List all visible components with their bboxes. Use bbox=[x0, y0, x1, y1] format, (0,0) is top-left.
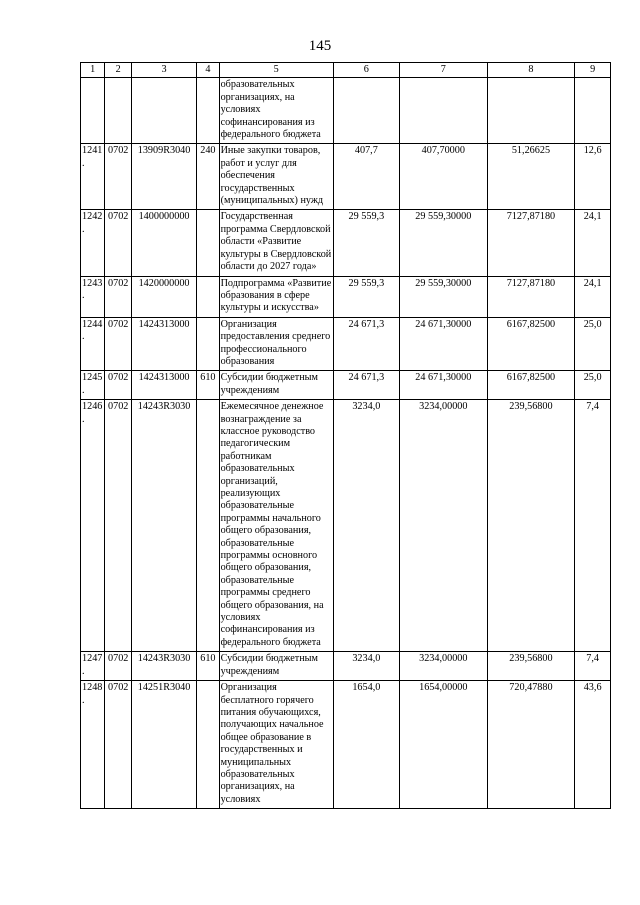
target-code-cell: 14251R3040 bbox=[131, 681, 196, 809]
header-cell: 9 bbox=[575, 63, 611, 78]
budget-table bbox=[80, 62, 611, 809]
section-code-cell: 0702 bbox=[105, 144, 131, 210]
header-cell: 5 bbox=[219, 63, 333, 78]
expense-type-cell bbox=[197, 210, 219, 276]
item-name-cell: Подпрограмма «Развитие образования в сфере культуры и искусства» bbox=[219, 276, 333, 317]
amount-approved-cell: 29 559,30000 bbox=[399, 210, 487, 276]
amount-executed-cell bbox=[487, 78, 575, 144]
amount-approved-cell: 3234,00000 bbox=[399, 400, 487, 652]
table-row bbox=[81, 681, 611, 809]
section-code-cell: 0702 bbox=[105, 317, 131, 371]
expense-type-cell bbox=[197, 78, 219, 144]
item-name-cell: Государственная программа Свердловской области «Развитие культуры в Свердловской области до 2027 года» bbox=[219, 210, 333, 276]
target-code-cell: 14243R3030 bbox=[131, 400, 196, 652]
section-code-cell: 0702 bbox=[105, 371, 131, 400]
amount-approved-cell: 3234,00000 bbox=[399, 652, 487, 681]
table-row bbox=[81, 652, 611, 681]
amount-plan-cell: 29 559,3 bbox=[333, 276, 399, 317]
row-number-cell: 1245. bbox=[81, 371, 105, 400]
row-number-cell: 1248. bbox=[81, 681, 105, 809]
amount-executed-cell: 7127,87180 bbox=[487, 210, 575, 276]
percent-executed-cell: 24,1 bbox=[575, 276, 611, 317]
section-code-cell: 0702 bbox=[105, 400, 131, 652]
amount-plan-cell: 3234,0 bbox=[333, 400, 399, 652]
amount-executed-cell: 51,26625 bbox=[487, 144, 575, 210]
amount-executed-cell: 6167,82500 bbox=[487, 371, 575, 400]
amount-plan-cell bbox=[333, 78, 399, 144]
target-code-cell: 1424313000 bbox=[131, 371, 196, 400]
percent-executed-cell: 25,0 bbox=[575, 371, 611, 400]
page-number: 145 bbox=[308, 38, 332, 54]
expense-type-cell: 240 bbox=[197, 144, 219, 210]
target-code-cell bbox=[131, 78, 196, 144]
target-code-cell: 1424313000 bbox=[131, 317, 196, 371]
section-code-cell: 0702 bbox=[105, 681, 131, 809]
percent-executed-cell bbox=[575, 78, 611, 144]
item-name-cell: Организация бесплатного горячего питания обучающихся, получающих начальное общее образование в государственных и муниципальных образовательных организациях, на условиях bbox=[219, 681, 333, 809]
amount-plan-cell: 24 671,3 bbox=[333, 371, 399, 400]
amount-plan-cell: 29 559,3 bbox=[333, 210, 399, 276]
header-cell: 7 bbox=[399, 63, 487, 78]
percent-executed-cell: 7,4 bbox=[575, 400, 611, 652]
table-body bbox=[81, 78, 611, 809]
amount-approved-cell: 29 559,30000 bbox=[399, 276, 487, 317]
expense-type-cell bbox=[197, 317, 219, 371]
item-name-cell: Субсидии бюджетным учреждениям bbox=[219, 652, 333, 681]
percent-executed-cell: 12,6 bbox=[575, 144, 611, 210]
expense-type-cell bbox=[197, 400, 219, 652]
amount-plan-cell: 24 671,3 bbox=[333, 317, 399, 371]
table-row bbox=[81, 317, 611, 371]
section-code-cell: 0702 bbox=[105, 210, 131, 276]
amount-approved-cell: 407,70000 bbox=[399, 144, 487, 210]
target-code-cell: 14243R3030 bbox=[131, 652, 196, 681]
row-number-cell: 1247. bbox=[81, 652, 105, 681]
header-cell: 1 bbox=[81, 63, 105, 78]
row-number-cell bbox=[81, 78, 105, 144]
item-name-cell: образовательных организациях, на условиях софинансирования из федерального бюджета bbox=[219, 78, 333, 144]
expense-type-cell bbox=[197, 681, 219, 809]
expense-type-cell: 610 bbox=[197, 371, 219, 400]
table-row bbox=[81, 371, 611, 400]
header-cell: 3 bbox=[131, 63, 196, 78]
expense-type-cell bbox=[197, 276, 219, 317]
item-name-cell: Иные закупки товаров, работ и услуг для обеспечения государственных (муниципальных) нужд bbox=[219, 144, 333, 210]
row-number-cell: 1243. bbox=[81, 276, 105, 317]
percent-executed-cell: 25,0 bbox=[575, 317, 611, 371]
amount-approved-cell: 1654,00000 bbox=[399, 681, 487, 809]
row-number-cell: 1246. bbox=[81, 400, 105, 652]
amount-executed-cell: 239,56800 bbox=[487, 400, 575, 652]
header-row bbox=[81, 63, 611, 78]
item-name-cell: Организация предоставления среднего профессионального образования bbox=[219, 317, 333, 371]
row-number-cell: 1241. bbox=[81, 144, 105, 210]
section-code-cell: 0702 bbox=[105, 276, 131, 317]
table-row bbox=[81, 400, 611, 652]
target-code-cell: 13909R3040 bbox=[131, 144, 196, 210]
expense-type-cell: 610 bbox=[197, 652, 219, 681]
amount-plan-cell: 407,7 bbox=[333, 144, 399, 210]
amount-plan-cell: 1654,0 bbox=[333, 681, 399, 809]
header-cell: 8 bbox=[487, 63, 575, 78]
table-header bbox=[81, 63, 611, 78]
header-cell: 4 bbox=[197, 63, 219, 78]
amount-executed-cell: 720,47880 bbox=[487, 681, 575, 809]
amount-approved-cell: 24 671,30000 bbox=[399, 317, 487, 371]
amount-plan-cell: 3234,0 bbox=[333, 652, 399, 681]
percent-executed-cell: 43,6 bbox=[575, 681, 611, 809]
section-code-cell: 0702 bbox=[105, 652, 131, 681]
row-number-cell: 1244. bbox=[81, 317, 105, 371]
amount-approved-cell bbox=[399, 78, 487, 144]
percent-executed-cell: 24,1 bbox=[575, 210, 611, 276]
amount-approved-cell: 24 671,30000 bbox=[399, 371, 487, 400]
item-name-cell: Ежемесячное денежное вознаграждение за классное руководство педагогическим работникам образовательных организаций, реализующих образовательные программы начального общего образования, образовательные программы основного общего образования, образовательные программы среднего общего образования, на условиях софинансирования из федерального бюджета bbox=[219, 400, 333, 652]
amount-executed-cell: 6167,82500 bbox=[487, 317, 575, 371]
header-cell: 6 bbox=[333, 63, 399, 78]
table-row bbox=[81, 78, 611, 144]
percent-executed-cell: 7,4 bbox=[575, 652, 611, 681]
header-cell: 2 bbox=[105, 63, 131, 78]
target-code-cell: 1400000000 bbox=[131, 210, 196, 276]
table-row bbox=[81, 276, 611, 317]
table-row bbox=[81, 210, 611, 276]
row-number-cell: 1242. bbox=[81, 210, 105, 276]
item-name-cell: Субсидии бюджетным учреждениям bbox=[219, 371, 333, 400]
table-row bbox=[81, 144, 611, 210]
amount-executed-cell: 239,56800 bbox=[487, 652, 575, 681]
amount-executed-cell: 7127,87180 bbox=[487, 276, 575, 317]
target-code-cell: 1420000000 bbox=[131, 276, 196, 317]
section-code-cell bbox=[105, 78, 131, 144]
